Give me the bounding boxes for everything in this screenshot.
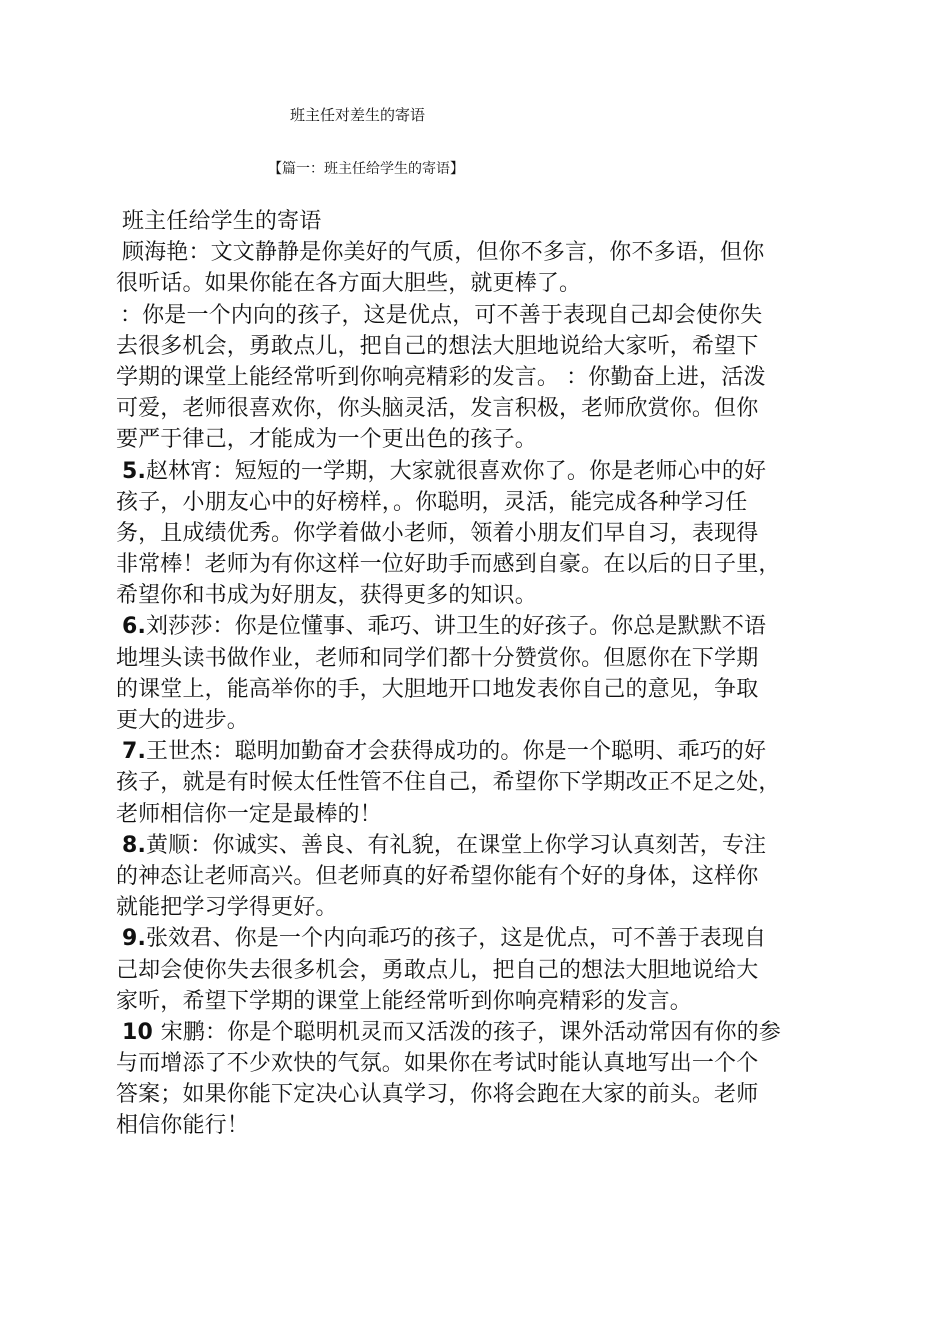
- body-line: [116, 424, 828, 455]
- line-text: 希望你和书成为好朋友，获得更多的知识。: [116, 583, 537, 609]
- body-line: [116, 892, 828, 923]
- body-line: [116, 986, 828, 1017]
- body-line: [116, 487, 828, 518]
- body-line: [116, 1048, 828, 1079]
- line-text: 宋鹏：你是个聪明机灵而又活泼的孩子，课外活动常因有你的参: [160, 1019, 781, 1045]
- body-line: [116, 206, 828, 237]
- line-text: 更大的进步。: [116, 708, 249, 733]
- line-text: 地埋头读书做作业，老师和同学们都十分赞赏你。但愿你在下学期: [116, 645, 759, 671]
- line-text: 顾海艳：文文静静是你美好的气质，但你不多言，你不多语，但你: [122, 240, 765, 266]
- body-line: [116, 705, 828, 736]
- document-title: 班主任对差生的寄语: [290, 106, 426, 124]
- body-line: [116, 767, 828, 798]
- entry-number: 5.: [122, 458, 146, 484]
- line-text: 张效君、你是一个内向乖巧的孩子，这是优点，可不善于表现自: [145, 926, 767, 952]
- line-text: 非常棒！老师为有你这样一位好助手而感到自豪。在以后的日子里，: [116, 552, 781, 578]
- entry-number: 6.: [122, 614, 146, 640]
- body-line: [116, 549, 828, 580]
- line-text: 相信你能行！: [116, 1113, 249, 1139]
- body-line: [116, 736, 828, 767]
- body-line: [116, 955, 828, 986]
- body-line: [116, 518, 828, 549]
- document-body: [116, 206, 828, 1142]
- line-text: 答案；如果你能下定决心认真学习，你将会跑在大家的前头。老师: [116, 1082, 759, 1108]
- line-text: 黄顺：你诚实、善良、有礼貌，在课堂上你学习认真刻苦，专注: [145, 832, 767, 858]
- line-text: 王世杰：聪明加勤奋才会获得成功的。你是一个聪明、乖巧的好: [145, 739, 767, 765]
- line-text: 可爱，老师很喜欢你，你头脑灵活，发言积极，老师欣赏你。但你: [116, 396, 759, 422]
- body-line: [116, 1110, 828, 1141]
- line-text: 刘莎莎：你是位懂事、乖巧、讲卫生的好孩子。你总是默默不语: [145, 614, 767, 640]
- line-text: 班主任给学生的寄语: [122, 209, 322, 234]
- body-line: [116, 923, 828, 954]
- line-text: 孩子，小朋友心中的好榜样，。你聪明，灵活，能完成各种学习任: [116, 489, 748, 515]
- line-text: 孩子，就是有时候太任性管不住自己，希望你下学期改正不足之处，: [116, 770, 781, 796]
- body-line: [116, 393, 828, 424]
- line-text: 学期的课堂上能经常听到你响亮精彩的发言。 ：你勤奋上进，活泼: [116, 364, 766, 390]
- body-line: [116, 300, 828, 331]
- line-text: 的神态让老师高兴。但老师真的好希望你能有个好的身体，这样你: [116, 863, 759, 889]
- body-line: [116, 580, 828, 611]
- line-text: 要严于律己，才能成为一个更出色的孩子。: [116, 427, 537, 453]
- entry-number: 9.: [122, 926, 146, 952]
- body-line: [116, 237, 828, 268]
- body-line: [116, 331, 828, 362]
- entry-number: 10: [122, 1019, 161, 1045]
- document-subtitle: 【篇一：班主任给学生的寄语】: [268, 161, 464, 177]
- entry-number: 7.: [122, 739, 146, 765]
- line-text: 家听，希望下学期的课堂上能经常听到你响亮精彩的发言。: [116, 988, 692, 1014]
- line-text: 己却会使你失去很多机会，勇敢点儿，把自己的想法大胆地说给大: [116, 957, 759, 983]
- body-line: [116, 268, 828, 299]
- body-line: [116, 643, 828, 674]
- line-text: 去很多机会，勇敢点儿，把自己的想法大胆地说给大家听，希望下: [116, 333, 759, 359]
- body-line: [116, 1079, 828, 1110]
- body-line: [116, 456, 828, 487]
- line-text: 很听话。如果你能在各方面大胆些，就更棒了。: [116, 271, 582, 297]
- line-text: 的课堂上，能高举你的手，大胆地开口地发表你自己的意见，争取: [116, 676, 759, 702]
- line-text: 赵林宵：短短的一学期，大家就很喜欢你了。你是老师心中的好: [145, 458, 767, 484]
- body-line: [116, 674, 828, 705]
- body-line: [116, 799, 828, 830]
- body-line: [116, 611, 828, 642]
- line-text: 务，且成绩优秀。你学着做小老师，领着小朋友们早自习，表现得: [116, 520, 759, 546]
- line-text: 老师相信你一定是最棒的！: [116, 801, 382, 827]
- body-line: [116, 830, 828, 861]
- body-line: [116, 362, 828, 393]
- line-text: ：你是一个内向的孩子，这是优点，可不善于表现自己却会使你失: [120, 302, 763, 328]
- body-line: [116, 1017, 828, 1048]
- line-text: 与而增添了不少欢快的气氛。如果你在考试时能认真地写出一个个: [116, 1051, 759, 1077]
- line-text: 就能把学习学得更好。: [116, 895, 338, 921]
- body-line: [116, 861, 828, 892]
- entry-number: 8.: [122, 832, 146, 858]
